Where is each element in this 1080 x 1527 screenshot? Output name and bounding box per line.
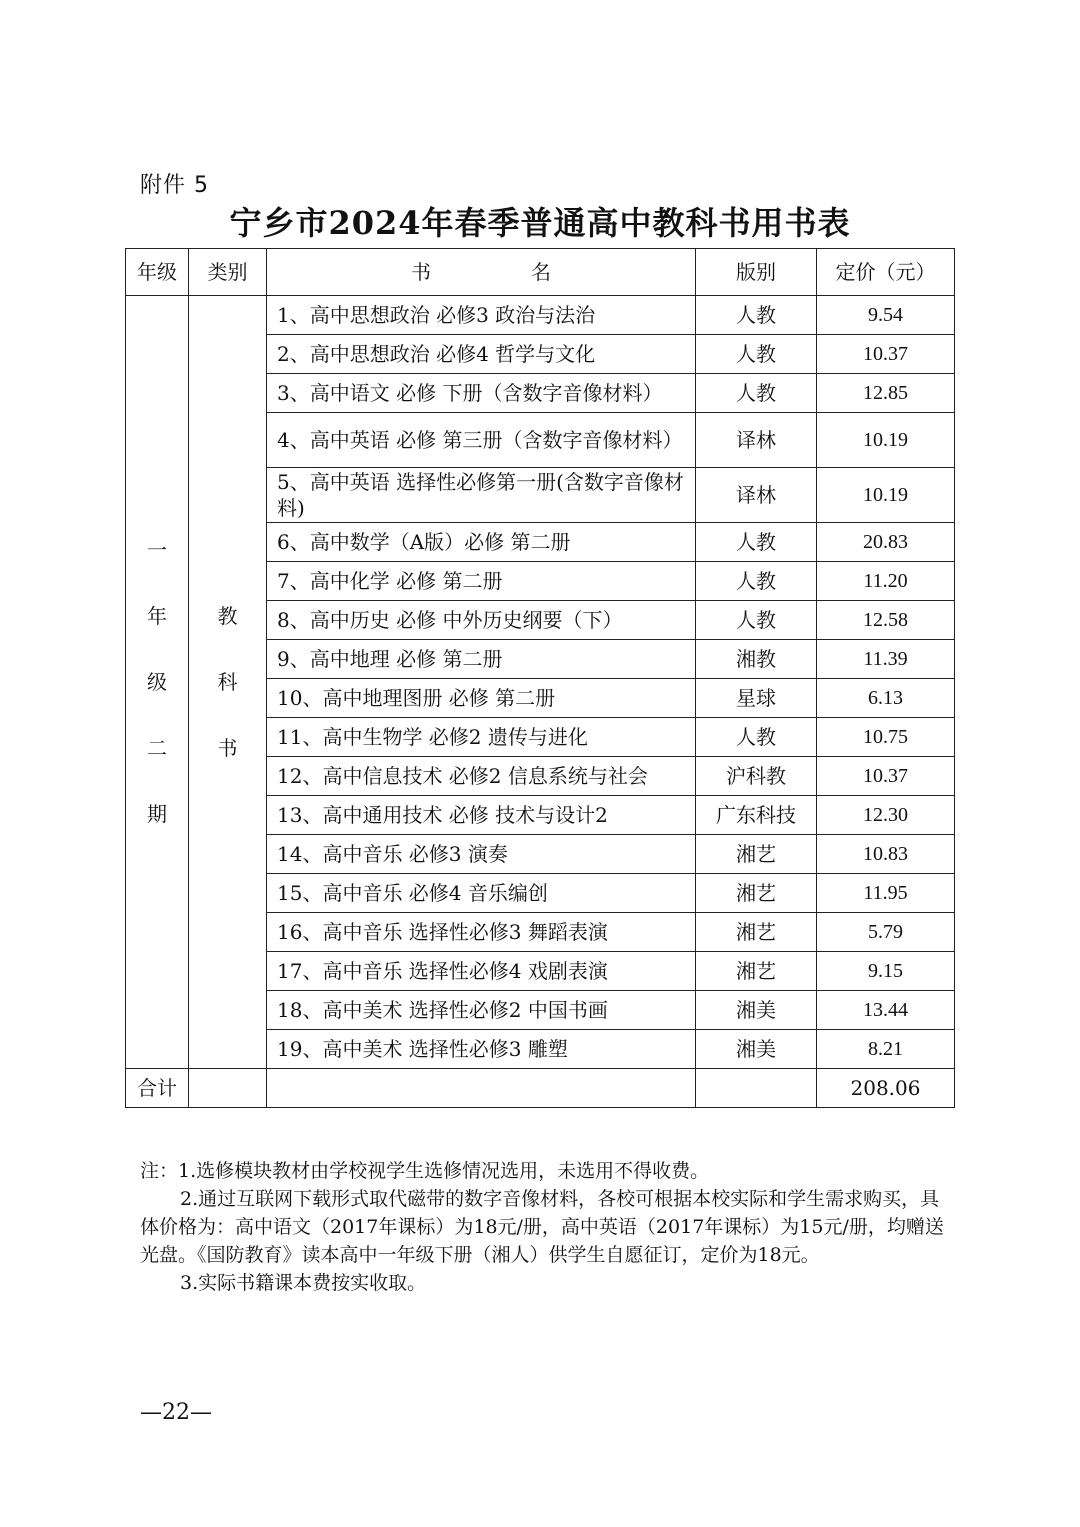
publisher: 人教 xyxy=(696,718,817,757)
category-label: 教科书 xyxy=(217,604,238,760)
price: 13.44 xyxy=(817,991,955,1030)
grade-label: 一年级二期 xyxy=(147,538,167,826)
price: 11.39 xyxy=(817,640,955,679)
table-header-row xyxy=(126,249,955,296)
page-number: —22— xyxy=(140,1400,212,1425)
book-name: 14、高中音乐 必修3 演奏 xyxy=(267,835,696,874)
publisher: 人教 xyxy=(696,335,817,374)
header-price: 定价（元） xyxy=(817,249,955,296)
header-publisher: 版别 xyxy=(696,249,817,296)
book-name: 19、高中美术 选择性必修3 雕塑 xyxy=(267,1030,696,1069)
publisher: 湘美 xyxy=(696,991,817,1030)
publisher: 广东科技 xyxy=(696,796,817,835)
note-2: 2.通过互联网下载形式取代磁带的数字音像材料，各校可根据本校实际和学生需求购买，具体价格为：高中语文（2017年课标）为18元/册，高中英语（2017年课标）为15元/册，均赠送光盘。《国防教育》读本高中一年级下册（湘人）供学生自愿征订，定价为18元。 xyxy=(140,1188,944,1266)
publisher: 人教 xyxy=(696,523,817,562)
price: 10.37 xyxy=(817,757,955,796)
publisher: 湘艺 xyxy=(696,835,817,874)
book-name: 3、高中语文 必修 下册（含数字音像材料） xyxy=(267,374,696,413)
price: 12.30 xyxy=(817,796,955,835)
book-name: 9、高中地理 必修 第二册 xyxy=(267,640,696,679)
book-name: 6、高中数学（A版）必修 第二册 xyxy=(267,523,696,562)
book-name: 16、高中音乐 选择性必修3 舞蹈表演 xyxy=(267,913,696,952)
publisher: 湘艺 xyxy=(696,952,817,991)
total-label: 合计 xyxy=(126,1069,189,1108)
total-row xyxy=(126,1069,955,1108)
price: 8.21 xyxy=(817,1030,955,1069)
price: 9.54 xyxy=(817,296,955,335)
publisher: 人教 xyxy=(696,374,817,413)
price: 10.37 xyxy=(817,335,955,374)
note-3: 3.实际书籍课本费按实收取。 xyxy=(180,1272,427,1294)
textbook-table xyxy=(125,248,955,1108)
book-name: 15、高中音乐 必修4 音乐编创 xyxy=(267,874,696,913)
publisher: 沪科教 xyxy=(696,757,817,796)
publisher: 湘艺 xyxy=(696,874,817,913)
book-name: 5、高中英语 选择性必修第一册(含数字音像材料) xyxy=(267,468,696,523)
book-name: 1、高中思想政治 必修3 政治与法治 xyxy=(267,296,696,335)
book-name: 11、高中生物学 必修2 遗传与进化 xyxy=(267,718,696,757)
price: 10.83 xyxy=(817,835,955,874)
price: 9.15 xyxy=(817,952,955,991)
price: 10.75 xyxy=(817,718,955,757)
total-name-empty xyxy=(267,1069,696,1108)
book-name: 12、高中信息技术 必修2 信息系统与社会 xyxy=(267,757,696,796)
price: 5.79 xyxy=(817,913,955,952)
publisher: 译林 xyxy=(696,413,817,468)
table-row xyxy=(126,296,955,335)
category-cell xyxy=(189,296,267,1069)
publisher: 人教 xyxy=(696,562,817,601)
price: 10.19 xyxy=(817,413,955,468)
price: 11.95 xyxy=(817,874,955,913)
book-name: 18、高中美术 选择性必修2 中国书画 xyxy=(267,991,696,1030)
grade-cell xyxy=(126,296,189,1069)
publisher: 湘艺 xyxy=(696,913,817,952)
header-grade: 年级 xyxy=(126,249,189,296)
price: 11.20 xyxy=(817,562,955,601)
book-name: 10、高中地理图册 必修 第二册 xyxy=(267,679,696,718)
attachment-label: 附件 5 xyxy=(140,173,209,198)
price: 10.19 xyxy=(817,468,955,523)
total-price: 208.06 xyxy=(817,1069,955,1108)
publisher: 星球 xyxy=(696,679,817,718)
publisher: 湘教 xyxy=(696,640,817,679)
publisher: 人教 xyxy=(696,296,817,335)
price: 12.58 xyxy=(817,601,955,640)
book-name: 13、高中通用技术 必修 技术与设计2 xyxy=(267,796,696,835)
header-name: 书 名 xyxy=(267,249,696,296)
notes xyxy=(140,1157,950,1297)
book-name: 4、高中英语 必修 第三册（含数字音像材料） xyxy=(267,413,696,468)
publisher: 人教 xyxy=(696,601,817,640)
publisher: 译林 xyxy=(696,468,817,523)
total-publisher-empty xyxy=(696,1069,817,1108)
book-name: 2、高中思想政治 必修4 哲学与文化 xyxy=(267,335,696,374)
book-name: 8、高中历史 必修 中外历史纲要（下） xyxy=(267,601,696,640)
book-name: 17、高中音乐 选择性必修4 戏剧表演 xyxy=(267,952,696,991)
price: 20.83 xyxy=(817,523,955,562)
page-title: 宁乡市2024年春季普通高中教科书用书表 xyxy=(229,204,851,242)
header-category: 类别 xyxy=(189,249,267,296)
note-1: 注：1.选修模块教材由学校视学生选修情况选用，未选用不得收费。 xyxy=(140,1160,710,1182)
price: 6.13 xyxy=(817,679,955,718)
price: 12.85 xyxy=(817,374,955,413)
book-name: 7、高中化学 必修 第二册 xyxy=(267,562,696,601)
publisher: 湘美 xyxy=(696,1030,817,1069)
total-category-empty xyxy=(189,1069,267,1108)
